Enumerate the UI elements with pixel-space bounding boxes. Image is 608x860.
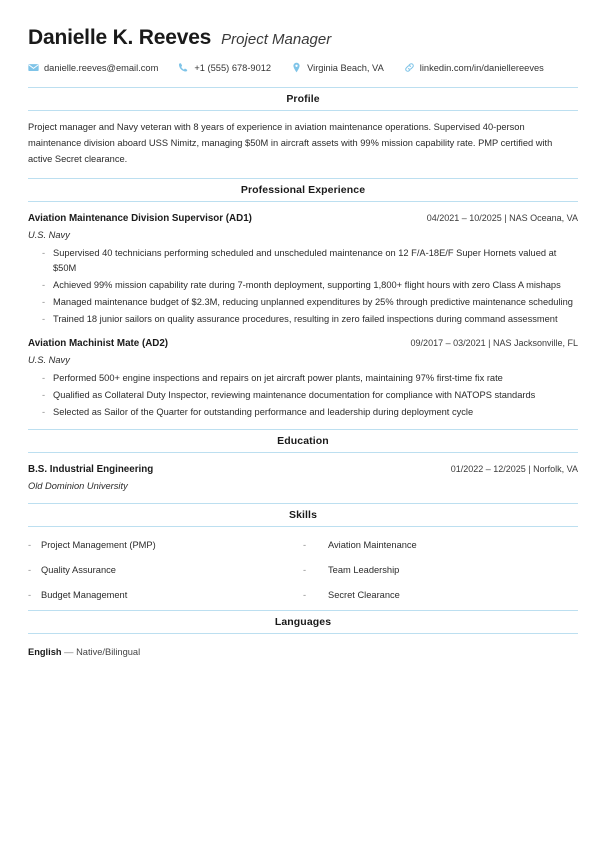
education-degree: B.S. Industrial Engineering	[28, 464, 154, 476]
experience-job-title: Aviation Machinist Mate (AD2)	[28, 338, 169, 350]
contact-linkedin-text: linkedin.com/in/daniellereeves	[419, 62, 544, 73]
contact-email-text: danielle.reeves@email.com	[44, 62, 159, 73]
experience-date-location: 09/2017 – 03/2021 | NAS Jacksonville, FL	[410, 338, 578, 349]
education-school: Old Dominion University	[28, 481, 128, 491]
location-pin-icon	[291, 62, 302, 73]
language-separator: —	[64, 647, 74, 658]
section-education	[28, 429, 578, 494]
experience-bullet: - Managed maintenance budget of $2.3M, reducing unplanned expenditures by 25% through predictive maintenance scheduling	[42, 295, 578, 310]
contact-phone[interactable]	[178, 62, 271, 73]
experience-date-location: 04/2021 – 10/2025 | NAS Oceana, VA	[426, 212, 578, 223]
section-skills	[28, 503, 578, 603]
skill-item: - Secret Clearance	[303, 588, 578, 603]
language-entry	[28, 643, 578, 660]
contact-linkedin[interactable]	[404, 62, 544, 73]
experience-bullet: - Achieved 99% mission capability rate during 7-month deployment, supporting 1,800+ flight hours with zero Class A mishaps	[42, 278, 578, 293]
candidate-name: Danielle K. Reeves	[28, 26, 212, 49]
section-heading-experience: Professional Experience	[28, 178, 578, 202]
experience-bullet-list	[28, 371, 578, 420]
experience-job-title: Aviation Maintenance Division Supervisor (AD1)	[28, 212, 252, 224]
contact-email[interactable]	[28, 62, 158, 73]
candidate-job-title: Project Manager	[221, 31, 332, 48]
profile-summary-text: Project manager and Navy veteran with 8 years of experience in aviation maintenance operations. Supervised 40-person maintenance division aboard USS Nimitz, managing $50M in aircraft assets with 99% mission capability rate. PMP certified with active Secret clearance.	[28, 122, 553, 164]
contact-phone-text: +1 (555) 678-9012	[194, 62, 272, 73]
experience-bullet: - Performed 500+ engine inspections and repairs on jet aircraft power plants, maintaining 97% first-time fix rate	[42, 371, 578, 386]
experience-organization: U.S. Navy	[28, 229, 70, 240]
skills-grid	[28, 536, 578, 603]
section-languages	[28, 610, 578, 660]
section-heading-education: Education	[28, 429, 578, 453]
contact-location	[291, 62, 384, 73]
skill-item: - Budget Management	[28, 588, 303, 603]
experience-bullet: - Selected as Sailor of the Quarter for outstanding performance and leadership during deployment cycle	[42, 405, 578, 420]
skill-item: - Team Leadership	[303, 563, 578, 578]
experience-bullet: - Trained 18 junior sailors on quality assurance procedures, resulting in zero failed inspections during command assessment	[42, 312, 578, 327]
language-proficiency: Native/Bilingual	[76, 647, 141, 658]
education-date-location: 01/2022 – 12/2025 | Norfolk, VA	[450, 464, 578, 475]
experience-bullet-list	[28, 246, 578, 327]
experience-organization: U.S. Navy	[28, 354, 70, 365]
section-profile	[28, 87, 578, 168]
contact-info-row	[28, 62, 578, 73]
phone-icon	[178, 62, 189, 73]
experience-bullet: - Supervised 40 technicians performing scheduled and unscheduled maintenance on 12 F/A-18E/F Super Hornets valued at $50M	[42, 246, 578, 276]
section-experience	[28, 178, 578, 420]
skill-item: - Quality Assurance	[28, 563, 303, 578]
link-icon	[404, 62, 415, 73]
experience-entry	[28, 211, 578, 327]
resume-header	[28, 26, 578, 50]
envelope-icon	[28, 62, 39, 73]
contact-location-text: Virginia Beach, VA	[307, 62, 384, 73]
skill-item: - Aviation Maintenance	[303, 538, 578, 553]
education-entry	[28, 462, 578, 494]
skill-item: - Project Management (PMP)	[28, 538, 303, 553]
section-heading-languages: Languages	[28, 610, 578, 634]
experience-entry	[28, 336, 578, 420]
experience-bullet: - Qualified as Collateral Duty Inspector, reviewing maintenance documentation for compliance with NATOPS standards	[42, 388, 578, 403]
section-heading-skills: Skills	[28, 503, 578, 527]
section-heading-profile: Profile	[28, 87, 578, 111]
language-name: English	[28, 647, 62, 658]
